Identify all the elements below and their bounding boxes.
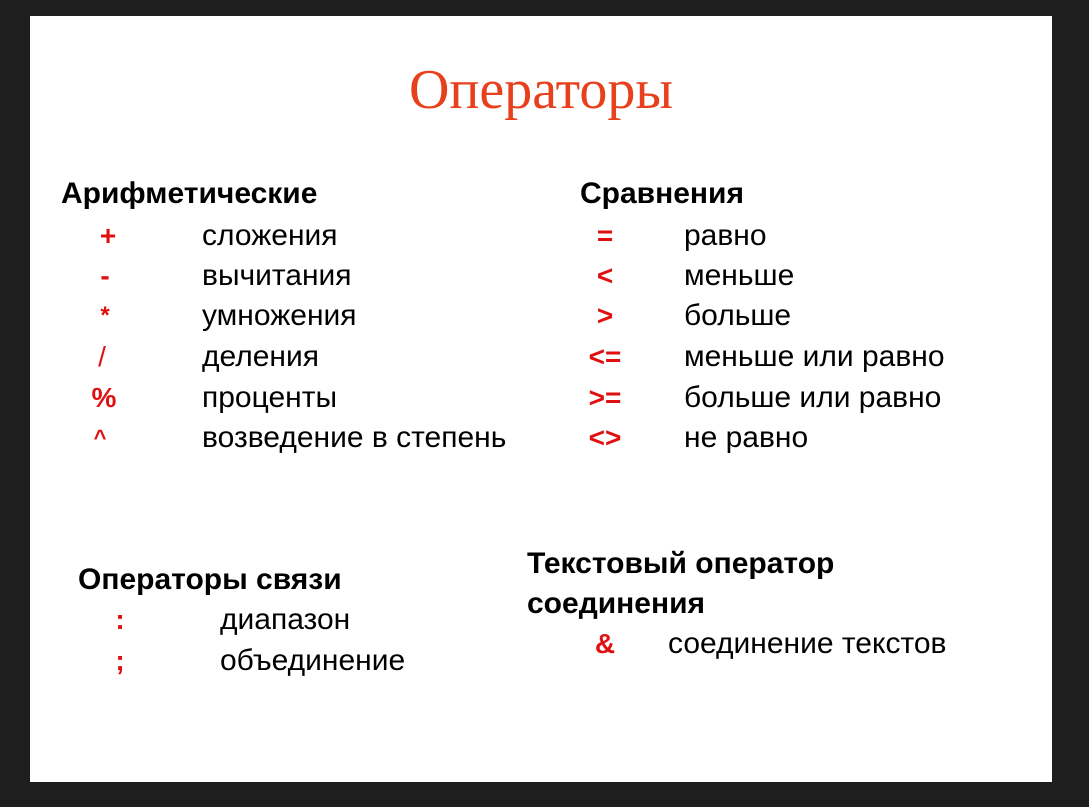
operator-description: соединение текстов bbox=[668, 627, 947, 660]
comparison-row-less-or-equal bbox=[580, 337, 1040, 377]
operator-symbol: <= bbox=[588, 341, 622, 372]
operator-description: деления bbox=[202, 340, 319, 373]
operator-symbol: ; bbox=[115, 645, 125, 676]
comparison-row-greater-or-equal bbox=[580, 378, 1040, 418]
operator-description: проценты bbox=[202, 381, 338, 414]
operator-symbol: / bbox=[98, 341, 106, 372]
operator-description: больше или равно bbox=[684, 381, 942, 414]
operator-symbol: < bbox=[596, 260, 614, 291]
operator-description: меньше или равно bbox=[684, 340, 945, 373]
slide bbox=[30, 16, 1052, 782]
operator-description: сложения bbox=[202, 219, 338, 252]
operator-symbol: - bbox=[100, 260, 110, 291]
link-row-union bbox=[30, 641, 470, 681]
text-operator-heading-line1: Текстовый оператор bbox=[527, 547, 835, 580]
operator-description: равно bbox=[684, 219, 767, 252]
operator-description: возведение в степень bbox=[202, 421, 507, 454]
operator-description: больше bbox=[684, 299, 792, 332]
arithmetic-row-subtraction bbox=[30, 256, 550, 296]
operator-description: меньше bbox=[684, 259, 795, 292]
operator-description: вычитания bbox=[202, 259, 352, 292]
comparison-row-not-equal bbox=[580, 418, 1040, 458]
arithmetic-row-addition bbox=[30, 216, 550, 256]
arithmetic-row-power bbox=[30, 418, 550, 458]
operator-symbol: > bbox=[596, 300, 614, 331]
operator-symbol: >= bbox=[588, 382, 622, 413]
link-operators-heading: Операторы связи bbox=[78, 563, 342, 596]
text-operator-heading-line2: соединения bbox=[527, 587, 706, 620]
arithmetic-row-division bbox=[30, 337, 550, 377]
operator-symbol: & bbox=[594, 628, 616, 659]
operator-symbol: + bbox=[99, 220, 117, 251]
arithmetic-heading: Арифметические bbox=[61, 177, 318, 210]
operator-description: не равно bbox=[684, 421, 809, 454]
slide-title: Операторы bbox=[408, 59, 674, 121]
operator-symbol: * bbox=[100, 302, 110, 329]
link-row-range bbox=[30, 600, 470, 640]
operator-description: объединение bbox=[220, 644, 406, 677]
text-row-concatenation bbox=[580, 624, 1040, 664]
comparison-row-equal bbox=[580, 216, 1040, 256]
operator-symbol: ^ bbox=[93, 425, 107, 450]
comparison-heading: Сравнения bbox=[580, 177, 744, 210]
operator-symbol: = bbox=[596, 220, 614, 251]
arithmetic-row-multiplication bbox=[30, 296, 550, 336]
comparison-row-greater bbox=[580, 296, 1040, 336]
operator-description: диапазон bbox=[220, 603, 351, 636]
operator-symbol: % bbox=[91, 382, 117, 413]
arithmetic-row-percent bbox=[30, 378, 550, 418]
operator-symbol: <> bbox=[588, 422, 622, 453]
operator-description: умножения bbox=[202, 299, 357, 332]
operator-symbol: : bbox=[115, 604, 125, 635]
comparison-row-less bbox=[580, 256, 1040, 296]
